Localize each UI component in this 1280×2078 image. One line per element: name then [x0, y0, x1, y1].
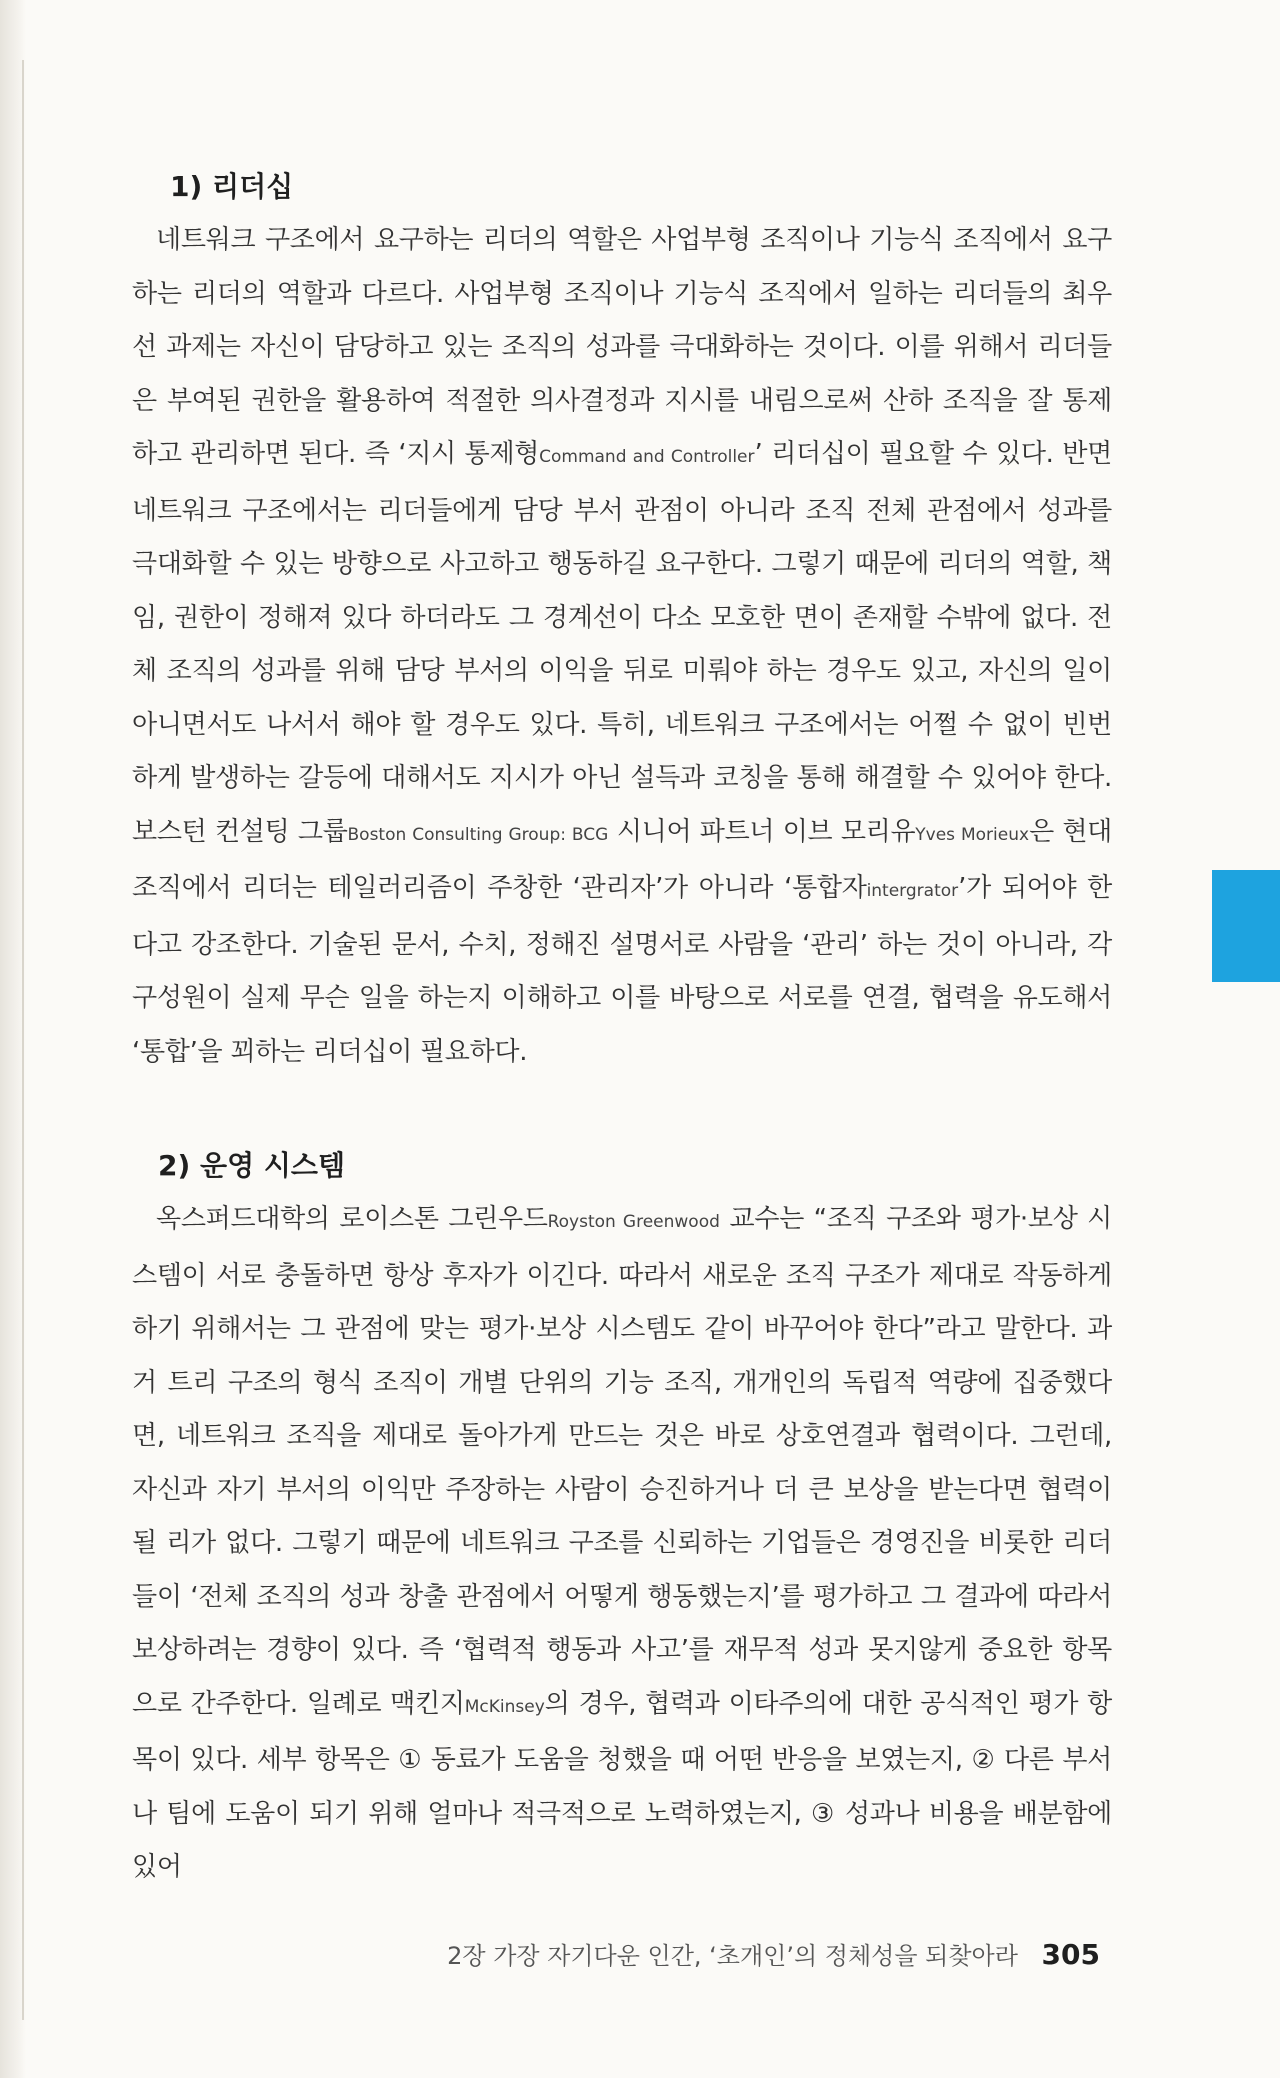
foreign-term-annotation: McKinsey	[464, 1696, 545, 1717]
binding-shadow	[22, 60, 24, 2020]
body-text-run: 은 현대 조직에서 리더는 테일러리즘이 주창한 ‘관리자’가 아니라 ‘통합자	[132, 816, 1113, 903]
body-text-run: 네트워크 구조에서 요구하는 리더의 역할은 사업부형 조직이나 기능식 조직에서 요구하는 리더의 역할과 다르다. 사업부형 조직이나 기능식 조직에서 일하는 리더들의 최우선 과제는 자신이 담당하고 있는 조직의 성과를 극대화하는 것이다. 이를 위해서 리더들은 부여된 권한을 활용하여 적절한 의사결정과 지시를 내림으로써 산하 조직을 잘 통제하고 관리하면 된다. 즉 ‘지시 통제형	[132, 225, 1112, 469]
body-text-run: ’ 리더십이 필요할 수 있다. 반면 네트워크 구조에서는 리더들에게 담당 부서 관점이 아니라 조직 전체 관점에서 성과를 극대화할 수 있는 방향으로 사고하고 행동하길 요구한다. 그렇기 때문에 리더의 역할, 책임, 권한이 정해져 있다 하더라도 그 경계선이 다소 모호한 면이 존재할 수밖에 없다. 전체 조직의 성과를 위해 담당 부서의 이익을 뒤로 미뤄야 하는 경우도 있고, 자신의 일이 아니면서도 나서서 해야 할 경우도 있다. 특히, 네트워크 구조에서는 어쩔 수 없이 빈번하게 발생하는 갈등에 대해서도 지시가 아닌 설득과 코칭을 통해 해결할 수 있어야 한다. 보스턴 컨설팅 그룹	[132, 439, 1112, 847]
body-text-run: 의 경우, 협력과 이타주의에 대한 공식적인 평가 항목이 있다. 세부 항목은 ① 동료가 도움을 청했을 때 어떤 반응을 보였는지, ② 다른 부서나 팀에 도움이 되기 위해 얼마나 적극적으로 노력하였는지, ③ 성과나 비용을 배분함에 있어	[132, 1688, 1112, 1882]
foreign-term-annotation: Yves Morieux	[915, 824, 1030, 845]
body-text-run: 시니어 파트너 이브 모리유	[608, 816, 916, 847]
section-1-heading: 1) 리더십	[170, 170, 294, 203]
foreign-term-annotation: Boston Consulting Group: BCG	[347, 824, 609, 845]
foreign-term-annotation: Royston Greenwood	[547, 1212, 720, 1232]
page-number: 305	[1041, 1938, 1100, 1971]
chapter-thumb-tab	[1212, 870, 1280, 982]
body-text-run: 옥스퍼드대학의 로이스톤 그린우드	[156, 1204, 548, 1234]
foreign-term-annotation: Command and Controller	[539, 447, 755, 467]
section-1-paragraph	[132, 214, 1112, 1079]
foreign-term-annotation: intergrator	[866, 881, 959, 901]
page-footer	[0, 1936, 1100, 1971]
section-2-heading: 2) 운영 시스템	[158, 1149, 346, 1182]
body-text-run: ’가 되어야 한다고 강조한다. 기술된 문서, 수치, 정해진 설명서로 사람을 ‘관리’ 하는 것이 아니라, 각 구성원이 실제 무슨 일을 하는지 이해하고 이를 바탕으로 서로를 연결, 협력을 유도해서 ‘통합’을 꾀하는 리더십이 필요하다.	[132, 873, 1112, 1067]
page-body	[132, 160, 1112, 1895]
section-gap	[132, 1079, 1112, 1139]
running-footer-chapter: 2장 가장 자기다운 인간, ‘초개인’의 정체성을 되찾아라	[447, 1942, 1018, 1970]
body-text-run: 교수는 “조직 구조와 평가·보상 시스템이 서로 충돌하면 항상 후자가 이긴다. 따라서 새로운 조직 구조가 제대로 작동하게 하기 위해서는 그 관점에 맞는 평가·보상 시스템도 같이 바꾸어야 한다”라고 말한다. 과거 트리 구조의 형식 조직이 개별 단위의 기능 조직, 개개인의 독립적 역량에 집중했다면, 네트워크 조직을 제대로 돌아가게 만드는 것은 바로 상호연결과 협력이다. 그런데, 자신과 자기 부서의 이익만 주장하는 사람이 승진하거나 더 큰 보상을 받는다면 협력이 될 리가 없다. 그렇기 때문에 네트워크 구조를 신뢰하는 기업들은 경영진을 비롯한 리더들이 ‘전체 조직의 성과 창출 관점에서 어떻게 행동했는지’를 평가하고 그 결과에 따라서 보상하려는 경향이 있다. 즉 ‘협력적 행동과 사고’를 재무적 성과 못지않게 중요한 항목으로 간주한다. 일례로 맥킨지	[132, 1204, 1112, 1719]
section-2-paragraph	[132, 1193, 1112, 1895]
